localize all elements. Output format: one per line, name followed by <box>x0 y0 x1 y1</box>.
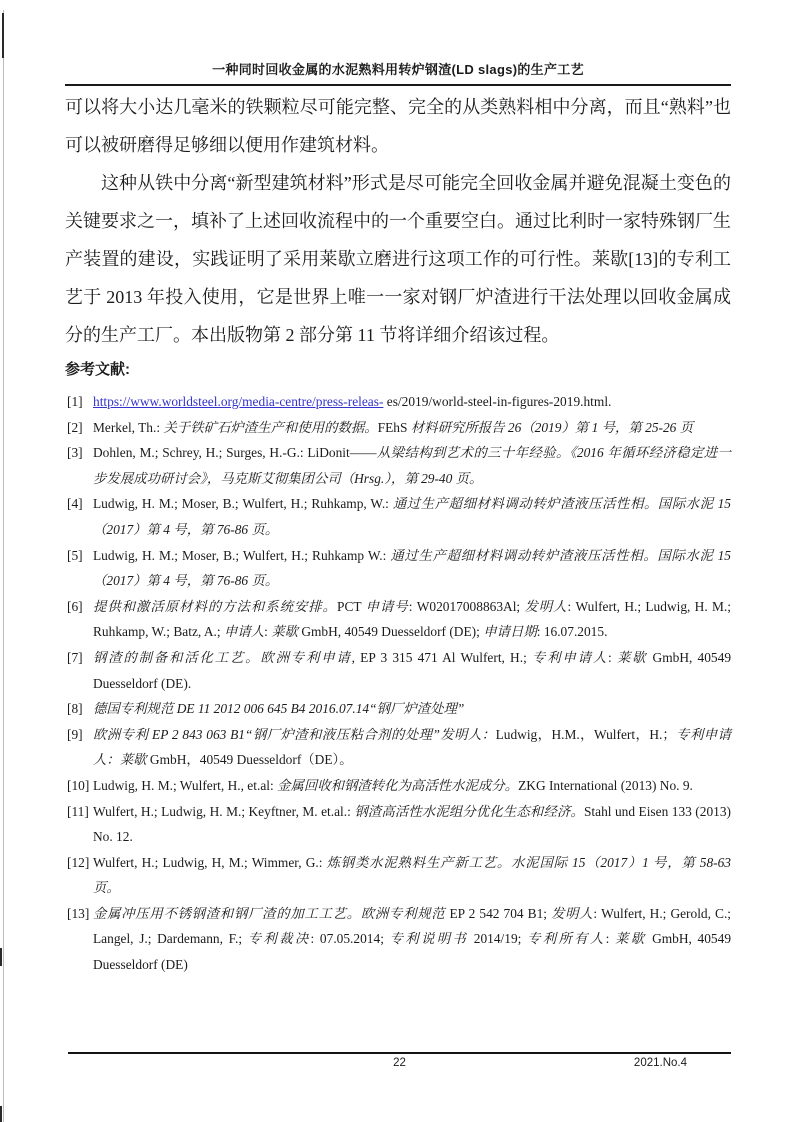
reference-text: 莱歇 <box>271 624 298 640</box>
page-number: 22 <box>393 1057 406 1069</box>
reference-text: EP 2 542 704 B1; <box>445 905 552 921</box>
reference-text: 专利所有人 <box>527 931 606 947</box>
reference-text: 申请号 <box>365 598 409 614</box>
reference-item <box>65 850 731 901</box>
scan-edge-artifact <box>0 1106 2 1122</box>
reference-text: 关于铁矿石炉渣生产和使用的数据。 <box>163 419 378 435</box>
reference-label: [8] <box>67 701 83 717</box>
reference-text: 发明人 <box>524 598 568 614</box>
reference-text: : <box>605 931 615 947</box>
reference-text: PCT <box>337 598 366 614</box>
reference-text: 专利申请人：莱歇 <box>93 726 731 768</box>
reference-label: [13] <box>67 905 90 921</box>
issue-number: 2021.No.4 <box>633 1057 687 1069</box>
header-rule <box>65 84 731 86</box>
reference-text: , EP 3 315 471 Al Wulfert, H.; <box>351 649 532 665</box>
reference-label: [4] <box>67 496 83 512</box>
reference-item <box>65 415 731 441</box>
reference-label: [11] <box>67 803 89 819</box>
reference-text: GmbH, 40549 Duesseldorf (DE); <box>297 624 484 640</box>
body-paragraph-2: 这种从铁中分离“新型建筑材料”形式是尽可能完全回收金属并避免混凝土变色的关键要求之一，填补了上述回收流程中的一个重要空白。通过比利时一家特殊钢厂生产装置的建设，实践证明了采用莱歇立磨进行这项工作的可行性。莱歇[13]的专利工艺于 2013 年投入使用，它是世界上唯一一家对钢厂炉渣进行干法处理以回收金属成分的生产工厂。本出版物第 2 部分第 11 节将详细介绍该过程。 <box>65 173 731 345</box>
reference-item <box>65 440 731 491</box>
reference-text: Merkel, Th.: <box>93 419 164 435</box>
reference-item <box>65 901 731 978</box>
reference-text: 通过生产超细材料调动转炉渣液压活性相。国际水泥 15（2017）第 4 号，第 76-86 页。 <box>93 496 731 537</box>
reference-label: [9] <box>67 726 83 742</box>
reference-text: 莱歇 <box>616 649 648 665</box>
reference-label: [6] <box>67 598 83 614</box>
body-paragraph-1: 可以将大小达几毫米的铁颗粒尽可能完整、完全的从类熟料相中分离，而且“熟料”也可以被研磨得足够细以便用作建筑材料。 <box>65 97 731 155</box>
reference-link[interactable]: https://www.worldsteel.org/media-centre/press-releas- <box>93 394 384 409</box>
reference-text: 钢渣的制备和活化工艺。欧洲专利申请 <box>93 649 352 665</box>
reference-text: 专利申请人 <box>531 649 609 665</box>
page-content <box>65 0 731 978</box>
reference-text: ZKG International (2013) No. 9. <box>518 777 693 793</box>
reference-item <box>65 645 731 696</box>
reference-text: : W02017008863Al; <box>408 598 525 614</box>
scan-edge-artifact <box>3 10 4 1122</box>
reference-text: 德国专利规范 DE 11 2012 006 645 B4 2016.07.14“钢厂炉渣处理” <box>93 701 465 717</box>
reference-text: 提供和激活原材料的方法和系统安排。 <box>93 598 338 614</box>
reference-text: Ludwig, H. M.; Moser, B.; Wulfert, H.; Ruhkamp W.: <box>93 547 391 563</box>
scan-edge-artifact <box>2 13 4 58</box>
reference-text: Stahl und Eisen 133 (2013) No. 12. <box>93 803 731 845</box>
reference-text: 材料研究所报告 26（2019）第 1 号，第 25-26 页 <box>410 419 694 435</box>
reference-text: 通过生产超细材料调动转炉渣液压活性相。国际水泥 15（2017）第 4 号，第 76-86 页。 <box>93 547 731 589</box>
reference-text: : 16.07.2015. <box>536 624 608 640</box>
reference-text: 钢渣高活性水泥组分优化生态和经济。 <box>354 803 584 819</box>
reference-text: 莱歇 <box>614 931 647 947</box>
scan-edge-artifact <box>0 948 2 966</box>
reference-text: 金属冲压用不锈钢渣和钢厂渣的加工工艺。欧洲专利规范 <box>93 905 446 921</box>
reference-text: : Wulfert, H.; Ludwig, H. M.; Ruhkamp, W.; Batz, A.; <box>93 598 731 640</box>
reference-item <box>65 773 731 799</box>
reference-label: [5] <box>67 547 83 563</box>
reference-label: [1] <box>67 394 83 409</box>
reference-text: : Wulfert, H.; Gerold, C.; Langel, J.; Dardemann, F.; <box>93 905 732 947</box>
reference-text: : <box>608 649 617 665</box>
reference-text: 专利裁决 <box>247 931 311 947</box>
reference-text: 专利说明书 <box>389 931 469 947</box>
reference-list <box>65 389 731 978</box>
reference-text: GmbH，40549 Duesseldorf（DE）。 <box>146 752 353 768</box>
reference-text: GmbH, 40549 Duesseldorf (DE). <box>93 649 732 691</box>
reference-text: Wulfert, H.; Ludwig, H. M.; Keyftner, M. et.al.: <box>93 803 355 819</box>
reference-text: Ludwig, H. M.; Moser, B.; Wulfert, H.; Ruhkamp, W.: <box>93 496 393 512</box>
reference-label: [12] <box>67 854 90 870</box>
reference-text: Dohlen, M.; Schrey, H.; Surges, H.-G.: LiDonit—— <box>93 445 377 461</box>
running-header-title: 一种同时回收金属的水泥熟料用转炉钢渣(LD slags)的生产工艺 <box>212 62 584 77</box>
reference-text: GmbH, 40549 Duesseldorf (DE) <box>93 931 732 973</box>
reference-text: 炼钢类水泥熟料生产新工艺。水泥国际 15（2017）1 号，第 58-63 页。 <box>93 854 731 896</box>
reference-label: [2] <box>67 419 83 435</box>
reference-item <box>65 799 731 850</box>
reference-text: 申请人 <box>223 624 265 640</box>
reference-text: 金属回收和钢渣转化为高活性水泥成分。 <box>277 777 519 793</box>
reference-text: 2014/19; <box>468 931 528 947</box>
reference-label: [7] <box>67 649 83 665</box>
reference-item <box>65 696 731 722</box>
reference-text: 发明人 <box>551 905 594 921</box>
reference-item <box>65 722 731 773</box>
reference-item <box>65 491 731 542</box>
reference-text: Wulfert, H.; Ludwig, H, M.; Wimmer, G.: <box>93 854 327 870</box>
reference-text: 欧洲专利 EP 2 843 063 B1“钢厂炉渣和液压粘合剂的处理”发明人： <box>93 726 496 742</box>
reference-text: 申请日期 <box>483 624 537 640</box>
reference-item <box>65 543 731 594</box>
reference-label: [3] <box>67 445 83 461</box>
reference-text: : 07.05.2014; <box>310 931 390 947</box>
reference-text: FEhS <box>377 419 411 435</box>
page-footer <box>68 1052 731 1069</box>
reference-text: Ludwig，H.M.，Wulfert，H.； <box>495 726 676 742</box>
reference-text: : <box>264 624 272 640</box>
reference-text: es/2019/world-steel-in-figures-2019.html. <box>383 394 612 409</box>
reference-item <box>65 389 731 415</box>
references-heading: 参考文献: <box>65 361 130 378</box>
reference-text: Ludwig, H. M.; Wulfert, H., et.al: <box>93 777 278 793</box>
reference-label: [10] <box>67 777 90 793</box>
reference-item <box>65 594 731 645</box>
reference-text: 从梁结构到艺术的三十年经验。《2016 年循环经济稳定进一步发展成功研讨会》，马克斯艾彻集团公司（Hrsg.），第 29-40 页。 <box>93 445 731 486</box>
